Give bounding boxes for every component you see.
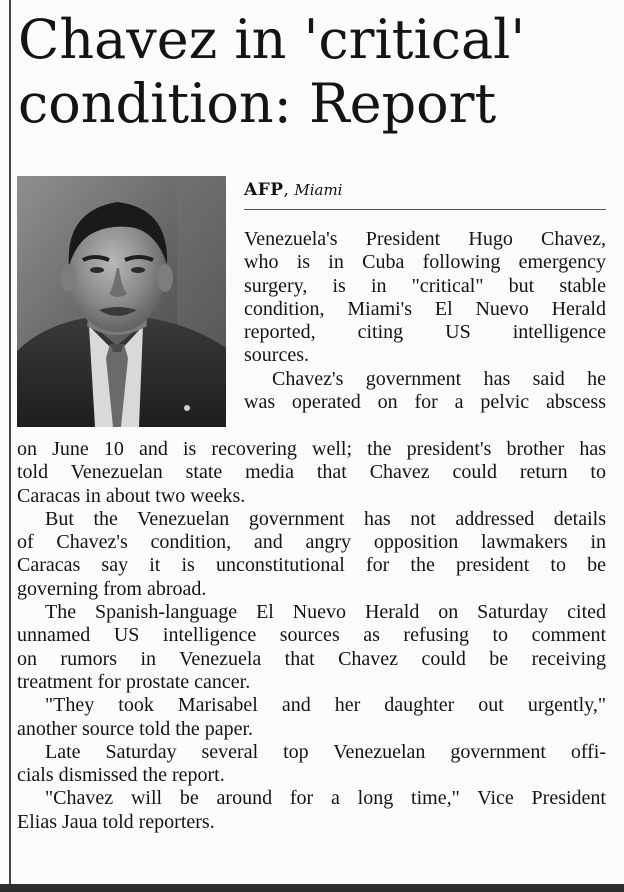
body-line: another source told the paper. xyxy=(17,717,254,740)
body-line: But the Venezuelan government has not addressed details xyxy=(45,507,606,530)
column-rule xyxy=(9,0,11,892)
body-line: governing from abroad. xyxy=(17,577,207,600)
byline-agency: AFP xyxy=(244,180,284,200)
body-line: of Chavez's condition, and angry opposition lawmakers in xyxy=(17,531,606,554)
bottom-border xyxy=(0,884,624,892)
byline-location: Miami xyxy=(294,181,343,199)
body-line: Venezuela's President Hugo Chavez, xyxy=(244,228,606,250)
body-line: Caracas say it is unconstitutional for the president to be xyxy=(17,554,606,577)
body-line: surgery, is in "critical" but stable xyxy=(244,274,606,297)
body-line: sources. xyxy=(244,344,309,367)
portrait-photo xyxy=(17,176,226,427)
body-line: Chavez's government has said he xyxy=(272,367,606,390)
body-line: Late Saturday several top Venezuelan government offi- xyxy=(45,740,606,763)
body-line: told Venezuelan state media that Chavez could return to xyxy=(17,461,606,484)
body-line: Caracas in about two weeks. xyxy=(17,484,246,507)
body-line: "Chavez will be around for a long time," Vice President xyxy=(45,787,606,810)
portrait-image xyxy=(17,176,226,427)
headline: Chavez in 'critical' condition: Report xyxy=(18,8,526,135)
article-body-narrow xyxy=(244,228,606,414)
body-line: who is in Cuba following emergency xyxy=(244,251,606,274)
body-line: Elias Jaua told reporters. xyxy=(17,810,215,833)
body-line: reported, citing US intelligence xyxy=(244,321,606,344)
body-line: treatment for prostate cancer. xyxy=(17,670,251,693)
body-line: on rumors in Venezuela that Chavez could be receiving xyxy=(17,647,606,670)
article-body-full xyxy=(17,438,606,834)
body-line: cials dismissed the report. xyxy=(17,764,225,787)
byline: AFP, Miami xyxy=(244,180,343,200)
body-line: on June 10 and is recovering well; the president's brother has xyxy=(17,438,606,460)
body-line: "They took Marisabel and her daughter out urgently," xyxy=(45,694,606,717)
body-line: unnamed US intelligence sources as refusing to comment xyxy=(17,624,606,647)
body-line: condition, Miami's El Nuevo Herald xyxy=(244,297,606,320)
body-line: was operated on for a pelvic abscess xyxy=(244,391,606,414)
byline-divider xyxy=(244,209,606,210)
body-line: The Spanish-language El Nuevo Herald on Saturday cited xyxy=(45,601,606,624)
